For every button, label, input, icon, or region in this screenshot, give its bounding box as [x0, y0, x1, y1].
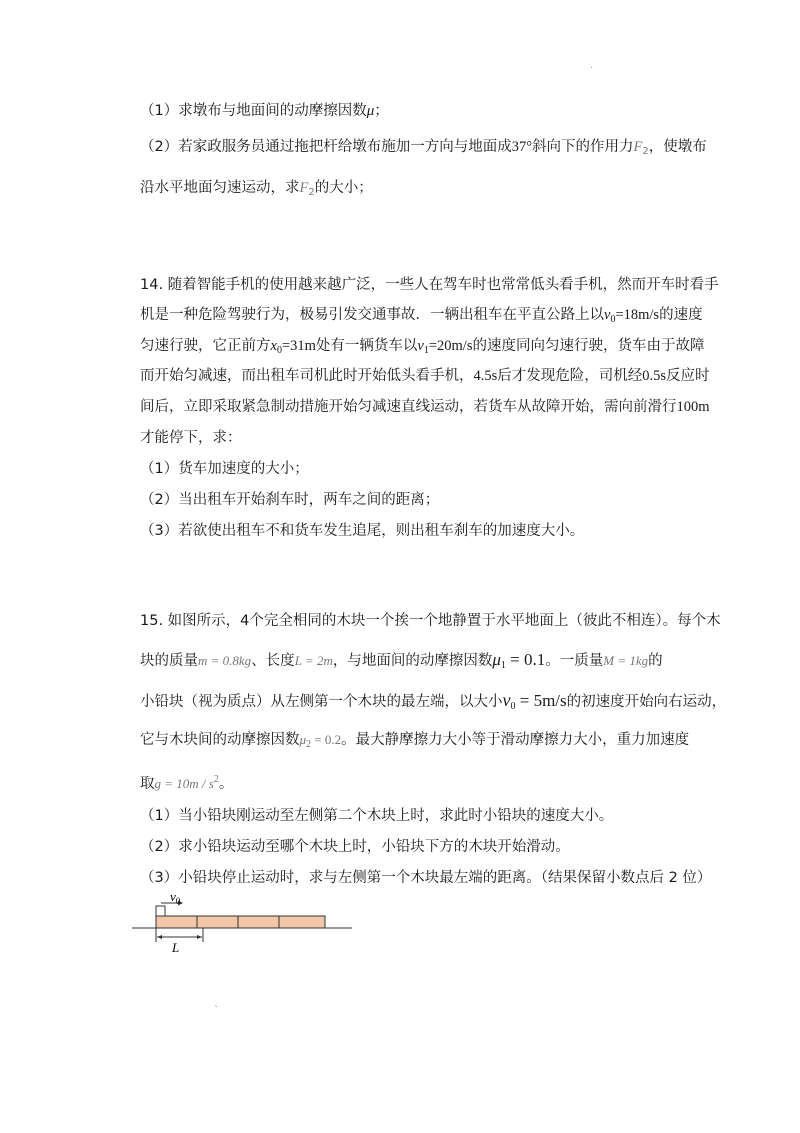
q14-line-4	[140, 366, 710, 386]
q14-line-3	[140, 336, 704, 361]
q15-line-1: 15. 如图所示，4个完全相同的木块一个挨一个地静置于水平地面上（彼此不相连）。每个木	[140, 613, 721, 629]
q15-l2a: 块的质量	[140, 653, 198, 669]
q15-subquestion-1: （1）当小铅块刚运动至左侧第二个木块上时，求此时小铅块的速度大小。	[140, 808, 614, 824]
force-f2-symbol	[634, 139, 649, 155]
q15-subquestion-3: （3）小铅块停止运动时，求与左侧第一个木块最左端的距离。（结果保留小数点后 2 位）	[140, 870, 712, 886]
dimension-arrow-right	[197, 935, 202, 939]
q14-line-6: 才能停下，求：	[140, 430, 242, 446]
mu1-symbol: μ	[492, 650, 501, 669]
v0-value: =18m/s	[615, 307, 660, 323]
force-sub-2: 2	[308, 187, 315, 198]
q15-line-3	[140, 690, 726, 717]
q15-line-5	[140, 770, 233, 794]
wood-block-2	[197, 916, 238, 928]
q15-l5a: 取	[140, 776, 155, 792]
q14-l3c: 的速度同向匀速行驶，货车由于故障	[472, 338, 705, 354]
mu2-value: = 0.2	[311, 732, 342, 747]
v0-value-q15: = 5m/s	[515, 691, 567, 710]
q13-subquestion-2-line1	[140, 137, 707, 162]
v0-label: $v_0$	[170, 889, 181, 906]
q13-p2b: 斜向下的作用力	[532, 139, 634, 155]
v0-sub-q15: 0	[510, 701, 516, 712]
mass-M: M = 1kg	[603, 653, 649, 668]
wood-block-3	[238, 916, 279, 928]
q14-l3b: 处有一辆货车以	[315, 338, 418, 354]
time-value-2: 0.5s	[642, 368, 667, 384]
force-sub: 2	[642, 146, 649, 157]
mu2-sub: 2	[306, 739, 312, 750]
q14-line-2	[140, 305, 703, 330]
stray-mark-top: .	[590, 60, 594, 71]
q15-l2e: 的	[648, 653, 663, 669]
q14-l2b: 的速度	[659, 307, 703, 323]
mass-m: m = 0.8kg	[198, 653, 252, 668]
blocks-figure	[130, 888, 360, 958]
length-L: L = 2m	[294, 653, 333, 668]
q15-l2c: ，与地面间的动摩擦因数	[332, 653, 493, 669]
q15-line-2	[140, 650, 663, 676]
q15-l3a: 小铅块（视为质点）从左侧第一个木块的最左端，以大小	[140, 694, 503, 710]
q13-subquestion-1	[140, 101, 389, 121]
q15-l4a: 它与木块间的动摩擦因数	[140, 732, 300, 748]
force-letter: F	[633, 139, 643, 155]
q14-subquestion-3: （3）若欲使出租车不和货车发生追尾，则出租车刹车的加速度大小。	[140, 523, 585, 539]
q13-p1-text: （1）求墩布与地面间的动摩擦因数	[140, 103, 367, 119]
q15-line-4	[140, 730, 689, 755]
wood-block-1	[156, 916, 197, 928]
q13-p2d: 沿水平地面匀速运动，求	[140, 180, 300, 196]
x0-symbol: x	[270, 338, 277, 354]
q13-p2e: 的大小；	[314, 180, 373, 196]
q14-subquestion-2: （2）当出租车开始刹车时，两车之间的距离；	[140, 492, 440, 508]
q14-subquestion-1: （1）货车加速度的大小；	[140, 461, 309, 477]
q14-l4b: 后才发现危险，司机经	[497, 368, 643, 384]
angle-value: 37°	[511, 139, 533, 155]
q15-l2b: 、长度	[251, 653, 295, 669]
q14-l5a: 间后，立即采取紧急制动措施开始匀减速直线运动，若货车从故障开始，需向前滑行	[140, 399, 677, 415]
q15-subquestion-2: （2）求小铅块运动至哪个木块上时，小铅块下方的木块开始滑动。	[140, 839, 570, 855]
q13-p2a: （2）若家政服务员通过拖把杆给墩布施加一方向与地面成	[140, 139, 512, 155]
q14-l2a: 机是一种危险驾驶行为，极易引发交通事故．一辆出租车在平直公路上以	[140, 307, 604, 323]
mu1-sub: 1	[500, 660, 506, 671]
gravity-sup: 2	[213, 774, 219, 785]
time-value-1: 4.5s	[473, 368, 498, 384]
q13-p1-end: ；	[374, 103, 389, 119]
q14-l4a: 而开始匀减速，而出租车司机此时开始低头看手机，	[140, 368, 474, 384]
force-letter-2: F	[299, 180, 309, 196]
q13-p2c: ，使墩布	[648, 139, 707, 155]
q14-l4c: 反应时	[666, 368, 710, 384]
q15-l2d: 。一质量	[545, 653, 604, 669]
gravity-g: g = 10m / s	[154, 776, 214, 791]
mu2-symbol: μ	[299, 732, 307, 747]
stray-mark-bottom: `	[214, 1005, 219, 1016]
v1-sub: 1	[423, 345, 429, 356]
L-label: L	[172, 940, 180, 955]
dimension-arrow-left	[157, 935, 162, 939]
v0-sub: 0	[610, 314, 616, 325]
v0-symbol: v	[604, 307, 611, 323]
q14-l3a: 匀速行驶，它正前方	[140, 338, 271, 354]
v1-symbol: v	[417, 338, 424, 354]
q14-line-1: 14. 随着智能手机的使用越来越广泛，一些人在驾车时也常常低头看手机，然而开车时看手	[140, 277, 719, 293]
force-f2-symbol-2	[300, 180, 315, 196]
q14-line-5	[140, 397, 710, 417]
x0-value: =31m	[281, 338, 316, 354]
mu-symbol: μ	[366, 103, 375, 119]
q15-l3b: 的初速度开始向右运动，	[566, 694, 727, 710]
distance-value: 100m	[676, 399, 710, 415]
q15-l5b: 。	[218, 776, 234, 792]
q13-subquestion-2-line2	[140, 178, 373, 203]
v0-symbol-q15: v	[502, 690, 511, 710]
lead-block	[156, 906, 165, 916]
v1-value: =20m/s	[428, 338, 473, 354]
x0-sub: 0	[276, 345, 282, 356]
mu1-value: = 0.1	[505, 650, 546, 669]
q15-l4b: 。最大静摩擦力大小等于滑动摩擦力大小，重力加速度	[341, 732, 690, 748]
wood-block-4	[279, 916, 325, 928]
